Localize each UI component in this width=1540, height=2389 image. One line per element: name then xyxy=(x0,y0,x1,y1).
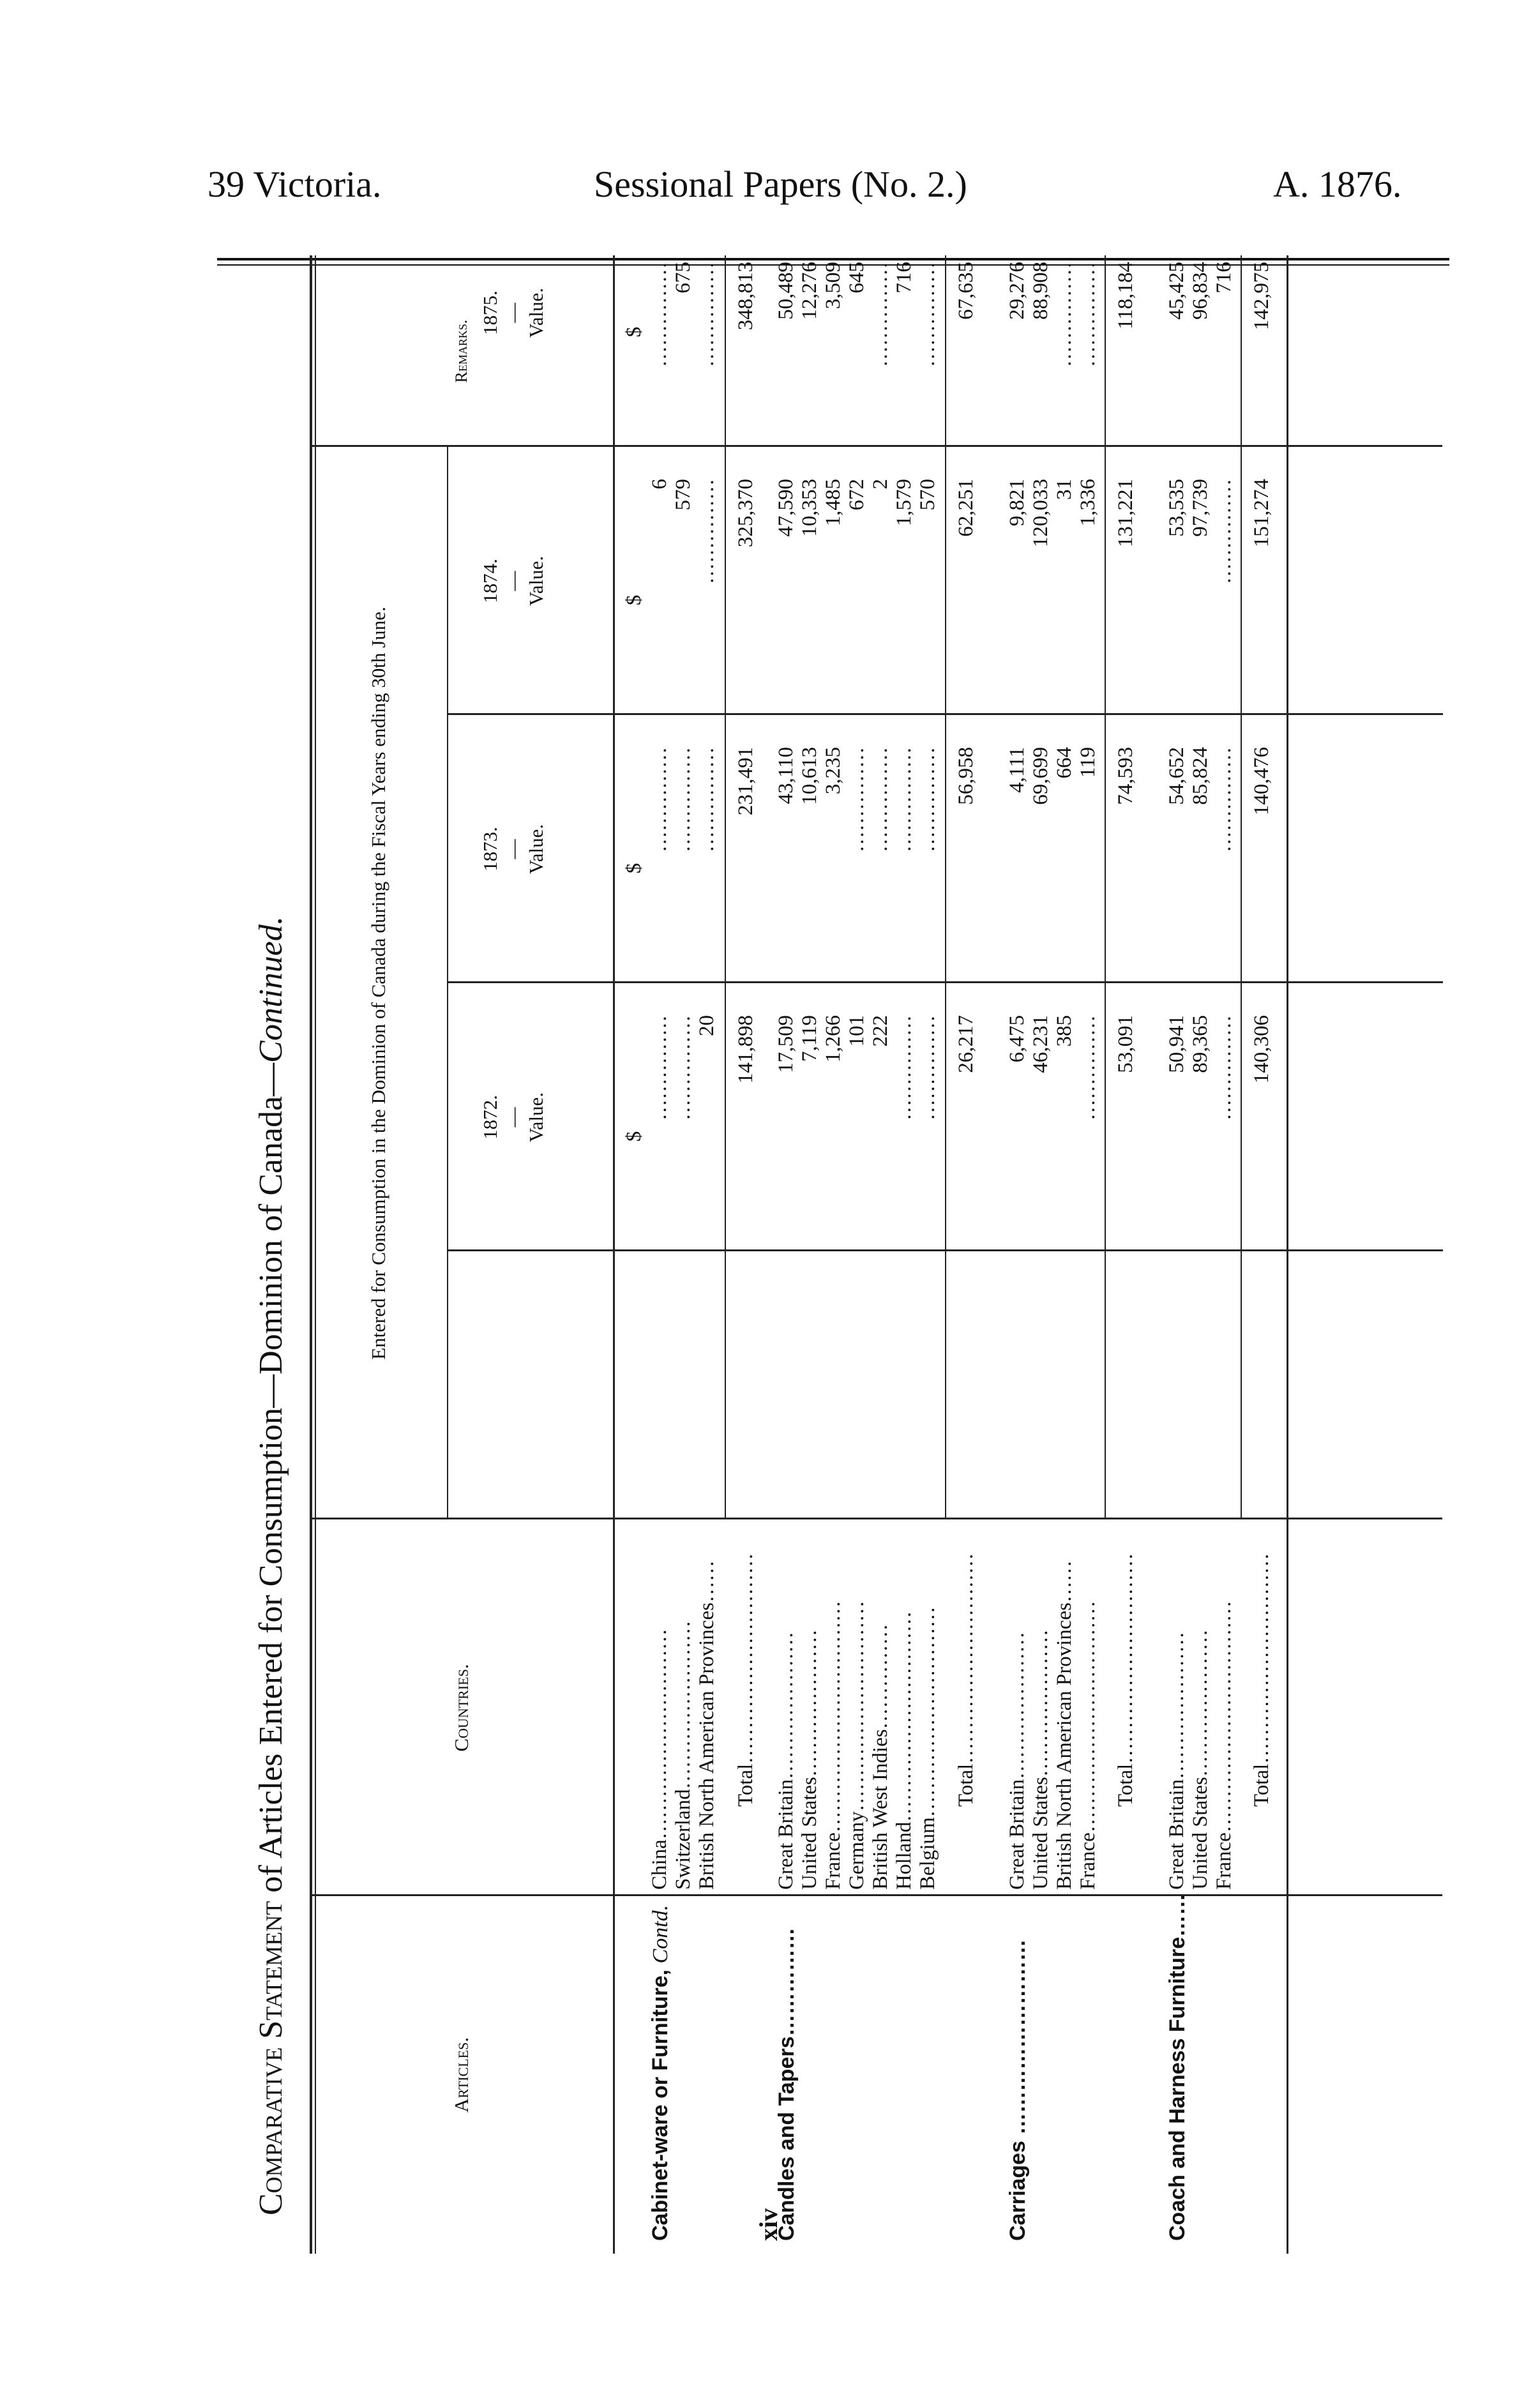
dollar-1875: $ xyxy=(623,326,645,338)
values-1872-candles: 17,509 7,119 1,266 101 222 …………… …………… xyxy=(774,1015,939,1120)
total-1872-cabinet-ware: 141,898 xyxy=(734,1015,757,1084)
values-1873-coach-harness: 54,652 85,824 …………… xyxy=(1165,747,1235,852)
total-1875-candles: 67,635 xyxy=(955,262,978,320)
table-top-border xyxy=(310,255,312,2254)
values-1875-cabinet-ware: …………… 675 …………… xyxy=(648,262,718,367)
dollar-1872: $ xyxy=(623,1131,645,1142)
total-rule-cabinet-ware xyxy=(725,255,726,1519)
col-divider-countries xyxy=(312,1518,1442,1519)
table-title-continued: Continued. xyxy=(253,916,289,1063)
total-label-candles: Total………………………… xyxy=(955,1553,978,1807)
total-1874-candles: 62,251 xyxy=(955,479,978,537)
article-candles: Candles and Tapers…………… xyxy=(774,1927,799,2241)
table-title xyxy=(252,916,290,2215)
values-1874-candles: 47,590 10,353 1,485 672 2 1,579 570 xyxy=(774,479,939,537)
total-rule-candles xyxy=(945,255,946,1519)
total-1875-carriages: 118,184 xyxy=(1114,262,1137,330)
total-1874-cabinet-ware: 325,370 xyxy=(734,479,757,548)
values-1872-coach-harness: 50,941 89,365 …………… xyxy=(1165,1015,1235,1120)
header-1872-dash: — xyxy=(502,1107,524,1127)
header-1873-dash: — xyxy=(502,839,524,859)
header-1873-value: Value. xyxy=(525,824,547,875)
dollar-1873: $ xyxy=(623,863,645,874)
total-rule-carriages xyxy=(1105,255,1106,1519)
total-1874-coach-harness: 151,274 xyxy=(1250,479,1273,548)
values-1875-coach-harness: 45,425 96,834 716 xyxy=(1165,262,1235,320)
header-articles: Articles. xyxy=(450,2037,472,2113)
dollar-1874: $ xyxy=(623,594,645,606)
header-1872-value: Value. xyxy=(525,1092,547,1143)
header-bottom-rule xyxy=(613,255,615,2254)
article-carriages: Carriages ……………………… xyxy=(1006,1939,1030,2241)
header-1874 xyxy=(479,447,548,715)
header-1875-year: 1875. xyxy=(479,290,501,335)
table-bottom-rule xyxy=(1287,255,1288,2254)
article-contd: Contd. xyxy=(649,1904,672,1964)
header-1873-year: 1873. xyxy=(479,827,501,871)
total-1873-carriages: 74,593 xyxy=(1114,747,1137,805)
margin-page-mark: xiv xyxy=(754,2208,783,2241)
countries-coach-harness: Great Britain………………… United States………………… France…………………………… xyxy=(1165,1601,1235,1890)
values-1873-cabinet-ware: …………… …………… …………… xyxy=(648,747,718,852)
values-1873-carriages: 4,111 69,699 664 119 xyxy=(1006,747,1099,805)
comparative-statement-table xyxy=(253,255,1440,2254)
header-fiscal-years: Entered for Consumption in the Dominion of Canada during the Fiscal Years ending 30th June. xyxy=(367,607,389,1360)
header-1873 xyxy=(479,715,548,983)
header-1872 xyxy=(479,983,548,1251)
values-1872-cabinet-ware: …………… …………… 20 xyxy=(648,1015,718,1120)
table-title-prefix: Comparative Statement xyxy=(253,1901,289,2215)
col-divider-articles xyxy=(312,1894,1442,1896)
total-1875-coach-harness: 142,975 xyxy=(1250,262,1273,331)
header-1872-year: 1872. xyxy=(479,1095,501,1140)
header-1875 xyxy=(479,179,548,447)
article-name: Cabinet-ware or Furniture, xyxy=(648,1963,672,2241)
countries-cabinet-ware: China………………………… Switzerland…………………… British North American Provinces…… xyxy=(648,1560,718,1890)
total-1872-coach-harness: 140,306 xyxy=(1250,1015,1273,1084)
total-1873-coach-harness: 140,476 xyxy=(1250,747,1273,816)
values-1875-candles: 50,489 12,276 3,509 645 …………… 716 …………… xyxy=(774,262,939,367)
group-header-rule xyxy=(447,447,448,1519)
countries-carriages: Great Britain………………… United States………………… British North American Provinces…… France…………………………… xyxy=(1006,1560,1099,1890)
header-remarks: Remarks. xyxy=(452,319,471,383)
total-1872-candles: 26,217 xyxy=(955,1015,978,1073)
total-label-cabinet-ware: Total………………………… xyxy=(734,1553,757,1807)
header-1875-value: Value. xyxy=(525,287,547,338)
total-1874-carriages: 131,221 xyxy=(1114,479,1137,548)
running-head-left: 39 Victoria. xyxy=(208,163,382,205)
values-1874-coach-harness: 53,535 97,739 …………… xyxy=(1165,479,1235,584)
values-1873-candles: 43,110 10,613 3,235 …………… …………… …………… …………… xyxy=(774,747,939,852)
values-1872-carriages: 6,475 46,231 385 …………… xyxy=(1006,1015,1099,1120)
total-label-coach-harness: Total………………………… xyxy=(1250,1553,1273,1807)
running-head-right: A. 1876. xyxy=(1273,163,1402,205)
countries-candles: Great Britain………………… United States………………… France…………………………… Germany………………………… British West Indies…………… Holland………………………… Belgium………………………… xyxy=(774,1601,939,1890)
running-head-center: Sessional Papers (No. 2.) xyxy=(594,163,967,205)
table-title-rest: of Articles Entered for Consumption—Dominion of Canada— xyxy=(253,1062,289,1901)
values-1874-cabinet-ware: 6 579 …………… xyxy=(648,479,718,584)
total-1875-cabinet-ware: 348,813 xyxy=(734,262,757,331)
header-countries: Countries. xyxy=(450,1664,472,1752)
header-1875-dash: — xyxy=(502,303,524,323)
total-1873-cabinet-ware: 231,491 xyxy=(734,747,757,816)
article-cabinet-ware xyxy=(648,1905,673,2241)
total-1872-carriages: 53,091 xyxy=(1114,1015,1137,1073)
total-rule-coach-harness xyxy=(1241,255,1242,1519)
values-1875-carriages: 29,276 88,908 …………… …………… xyxy=(1006,262,1099,367)
table-top-border-inner xyxy=(315,255,316,2254)
header-1874-year: 1874. xyxy=(479,559,501,603)
header-1874-value: Value. xyxy=(525,555,547,607)
running-head xyxy=(0,163,1540,220)
total-1873-candles: 56,958 xyxy=(955,747,978,805)
article-coach-harness: Coach and Harness Furniture…… xyxy=(1165,1893,1189,2241)
values-1874-carriages: 9,821 120,033 31 1,336 xyxy=(1006,479,1099,548)
total-label-carriages: Total………………………… xyxy=(1114,1553,1137,1807)
header-1874-dash: — xyxy=(502,571,524,591)
